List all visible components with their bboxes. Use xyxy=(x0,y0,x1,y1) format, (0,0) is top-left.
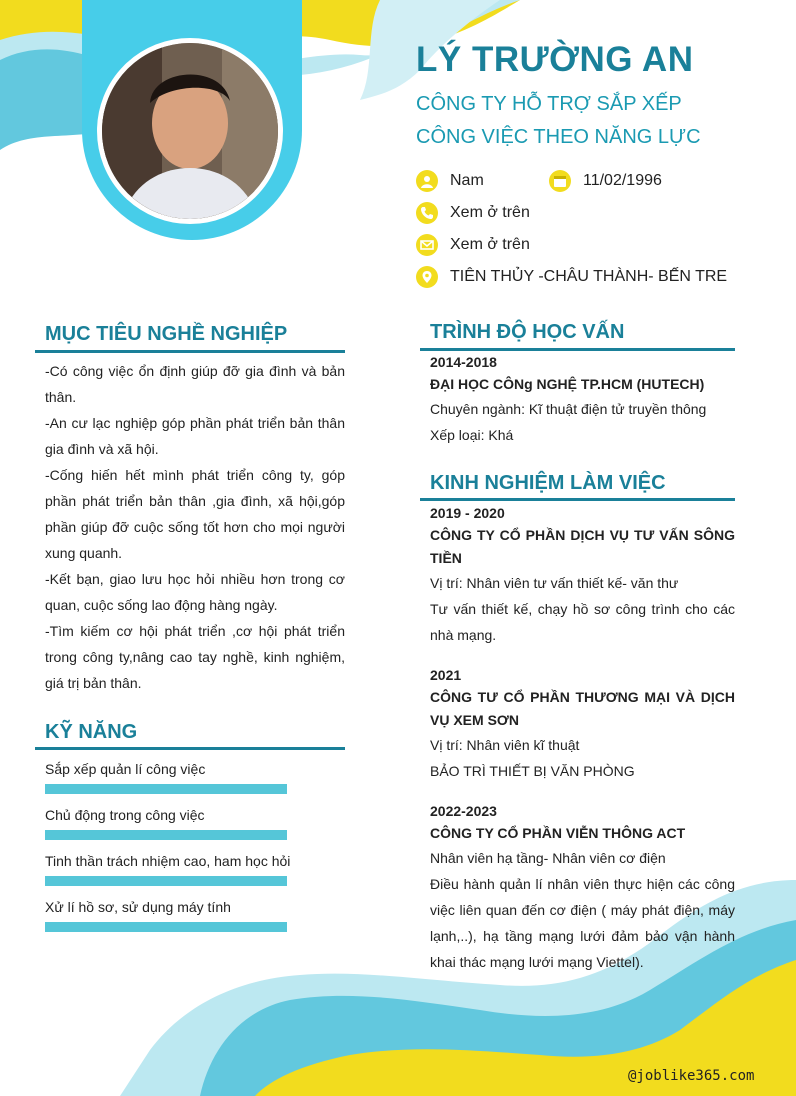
education-entry xyxy=(430,351,735,448)
skill-item xyxy=(45,898,345,932)
skill-bar-fill xyxy=(45,876,287,886)
skill-label: Xử lí hồ sơ, sử dụng máy tính xyxy=(45,899,231,915)
mail-icon xyxy=(416,234,438,256)
experience-line: BẢO TRÌ THIẾT BỊ VĂN PHÒNG xyxy=(430,763,635,779)
website-watermark: @joblike365.com xyxy=(628,1068,755,1084)
skill-item xyxy=(45,760,345,794)
location-icon xyxy=(416,266,438,288)
experience-divider xyxy=(420,498,735,501)
calendar-icon xyxy=(549,170,571,192)
experience-company: CÔNG TƯ CỔ PHẦN THƯƠNG MẠI VÀ DỊCH VỤ XEM SƠN xyxy=(430,689,735,728)
skill-label: Tinh thần trách nhiệm cao, ham học hỏi xyxy=(45,853,291,869)
email-value: Xem ở trên xyxy=(450,236,530,253)
experience-line: Vị trí: Nhân viên tư vấn thiết kế- văn thư xyxy=(430,575,679,591)
skills-divider xyxy=(35,747,345,750)
experience-line: Tư vấn thiết kế, chạy hồ sơ công trình cho các nhà mạng. xyxy=(430,601,735,643)
education-major: Chuyên ngành: Kĩ thuật điện tử truyền thông xyxy=(430,401,707,417)
photo-frame xyxy=(82,0,302,240)
skill-item xyxy=(45,852,345,886)
experience-company: CÔNG TY CỔ PHẦN VIỄN THÔNG ACT xyxy=(430,825,686,841)
experience-entry xyxy=(430,664,735,784)
skill-label: Chủ động trong công việc xyxy=(45,807,205,823)
skill-bar xyxy=(45,784,287,794)
candidate-name: LÝ TRƯỜNG AN xyxy=(416,40,694,79)
education-years: 2014-2018 xyxy=(430,354,497,370)
objective-divider xyxy=(35,350,345,353)
skill-bar-fill xyxy=(45,784,287,794)
gender-row xyxy=(416,170,484,192)
skill-bar-fill xyxy=(45,922,287,932)
skill-item xyxy=(45,806,345,840)
education-school: ĐẠI HỌC CÔNg NGHỆ TP.HCM (HUTECH) xyxy=(430,376,705,392)
objective-heading: MỤC TIÊU NGHỀ NGHIỆP xyxy=(45,323,288,345)
skill-bar xyxy=(45,876,287,886)
email-row xyxy=(416,234,530,256)
objective-text xyxy=(45,358,345,696)
profile-photo xyxy=(97,38,283,224)
education-heading: TRÌNH ĐỘ HỌC VẤN xyxy=(430,321,625,343)
phone-icon xyxy=(416,202,438,224)
objective-paragraph: -Cống hiến hết mình phát triển công ty, góp phần phát triển bản thân ,gia đình, xã hội,góp phần giúp đỡ cuộc sống tốt hơn cho mọi người xung quanh. xyxy=(45,467,345,561)
experience-years: 2021 xyxy=(430,667,462,683)
education-grade: Xếp loại: Khá xyxy=(430,427,514,443)
skill-bar-fill xyxy=(45,830,287,840)
objective-paragraph: -Có công việc ổn định giúp đỡ gia đình và bản thân. xyxy=(45,363,345,405)
user-icon xyxy=(416,170,438,192)
experience-line: Điều hành quản lí nhân viên thực hiện các công việc liên quan đến cơ điện ( máy phát điện, máy lạnh,..), hạ tầng mạng lưới đảm bảo vận hành khai thác mạng lưới mạng Viettel). xyxy=(430,876,735,970)
experience-entry xyxy=(430,502,735,648)
experience-years: 2019 - 2020 xyxy=(430,505,505,521)
experience-line: Nhân viên hạ tầng- Nhân viên cơ điện xyxy=(430,850,666,866)
address-row xyxy=(416,266,727,288)
person-icon xyxy=(102,43,278,219)
address-value: TIÊN THỦY -CHÂU THÀNH- BẾN TRE xyxy=(450,268,728,285)
objective-paragraph: -An cư lạc nghiệp góp phần phát triển bản thân gia đình và xã hội. xyxy=(45,415,345,457)
objective-paragraph: -Kết bạn, giao lưu học hỏi nhiều hơn trong cơ quan, cuộc sống lao động hàng ngày. xyxy=(45,571,345,613)
skill-bar xyxy=(45,922,287,932)
experience-line: Vị trí: Nhân viên kĩ thuật xyxy=(430,737,580,753)
birthdate-value: 11/02/1996 xyxy=(583,172,662,189)
birthdate-row xyxy=(549,170,662,192)
objective-paragraph: -Tìm kiếm cơ hội phát triển ,cơ hội phát triển trong công ty,nâng cao tay nghề, kinh nghiệm, giá trị bản thân. xyxy=(45,623,345,691)
experience-heading: KINH NGHIỆM LÀM VIỆC xyxy=(430,472,666,494)
skill-label: Sắp xếp quản lí công việc xyxy=(45,761,206,777)
experience-company: CÔNG TY CỔ PHẦN DỊCH VỤ TƯ VẤN SÔNG TIỀN xyxy=(430,527,735,566)
skills-heading: KỸ NĂNG xyxy=(45,721,138,743)
experience-years: 2022-2023 xyxy=(430,803,497,819)
gender-value: Nam xyxy=(450,172,484,189)
phone-value: Xem ở trên xyxy=(450,204,530,221)
phone-row xyxy=(416,202,530,224)
skill-bar xyxy=(45,830,287,840)
job-title: CÔNG TY HỖ TRỢ SẮP XẾP CÔNG VIỆC THEO NĂNG LỰC xyxy=(416,93,701,148)
experience-entry xyxy=(430,800,735,975)
